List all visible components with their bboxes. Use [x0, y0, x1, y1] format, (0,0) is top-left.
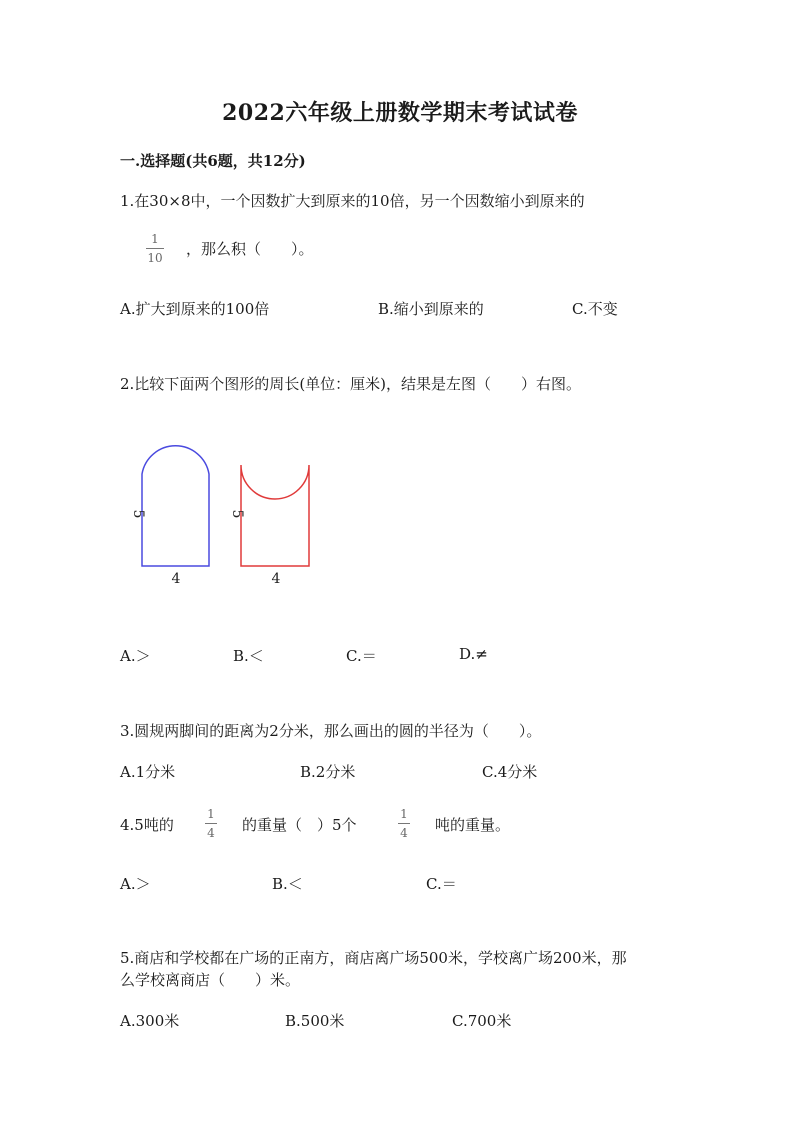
option-c[interactable]: C.不变	[572, 300, 618, 318]
option-b[interactable]: B.缩小到原来的	[378, 300, 484, 318]
question-2-text: 2.比较下面两个图形的周长(单位：厘米)，结果是左图（ ）右图。	[120, 375, 582, 393]
fraction-1-10	[146, 233, 164, 264]
right-notched-shape	[241, 465, 309, 566]
fraction-bar	[146, 248, 164, 249]
option-d[interactable]: D.≠	[459, 645, 488, 663]
question-1-text: 1.在30×8中，一个因数扩大到原来的10倍，另一个因数缩小到原来的	[120, 192, 585, 210]
fraction-numerator: 1	[151, 232, 159, 246]
option-b[interactable]: B.＜	[233, 647, 264, 665]
option-a[interactable]: A.300米	[120, 1012, 180, 1030]
fraction-numerator: 1	[207, 807, 215, 821]
left-height-label: 5	[130, 509, 146, 519]
option-a[interactable]: A.＞	[120, 647, 151, 665]
option-b[interactable]: B.＜	[272, 875, 303, 893]
option-a[interactable]: A.扩大到原来的100倍	[120, 300, 270, 318]
right-width-label: 4	[271, 571, 281, 587]
option-b[interactable]: B.2分米	[300, 763, 356, 781]
fraction-bar	[205, 823, 217, 824]
option-c[interactable]: C.＝	[346, 647, 377, 665]
fraction-1-4	[398, 808, 410, 839]
option-a[interactable]: A.1分米	[120, 763, 176, 781]
question-4-text-part3: 吨的重量。	[435, 816, 511, 834]
fraction-numerator: 1	[400, 807, 408, 821]
option-a[interactable]: A.＞	[120, 875, 151, 893]
option-c[interactable]: C.4分米	[482, 763, 538, 781]
question-3-text: 3.圆规两脚间的距离为2分米，那么画出的圆的半径为（ ）。	[120, 722, 542, 740]
fraction-1-4	[205, 808, 217, 839]
option-c[interactable]: C.＝	[426, 875, 457, 893]
section-heading: 一.选择题(共6题，共12分)	[120, 152, 306, 170]
question-4-text-part1: 4.5吨的	[120, 816, 174, 834]
question-1-text-continued: ，那么积（ ）。	[186, 240, 314, 258]
option-b[interactable]: B.500米	[285, 1012, 345, 1030]
option-c[interactable]: C.700米	[452, 1012, 512, 1030]
question-5-text: 5.商店和学校都在广场的正南方，商店离广场500米，学校离广场200米，那	[120, 949, 627, 967]
question-5-text-continued: 么学校离商店（ ）米。	[120, 971, 301, 989]
question-4-text-part2: 的重量（ ）5个	[242, 816, 357, 834]
fraction-denominator: 4	[400, 826, 408, 840]
right-height-label: 5	[229, 509, 245, 519]
perimeter-figures	[110, 420, 330, 595]
page-title: 2022六年级上册数学期末考试试卷	[222, 100, 578, 126]
fraction-denominator: 10	[147, 251, 163, 265]
fraction-denominator: 4	[207, 826, 215, 840]
left-width-label: 4	[171, 571, 181, 587]
left-arch-shape	[142, 446, 209, 566]
fraction-bar	[398, 823, 410, 824]
